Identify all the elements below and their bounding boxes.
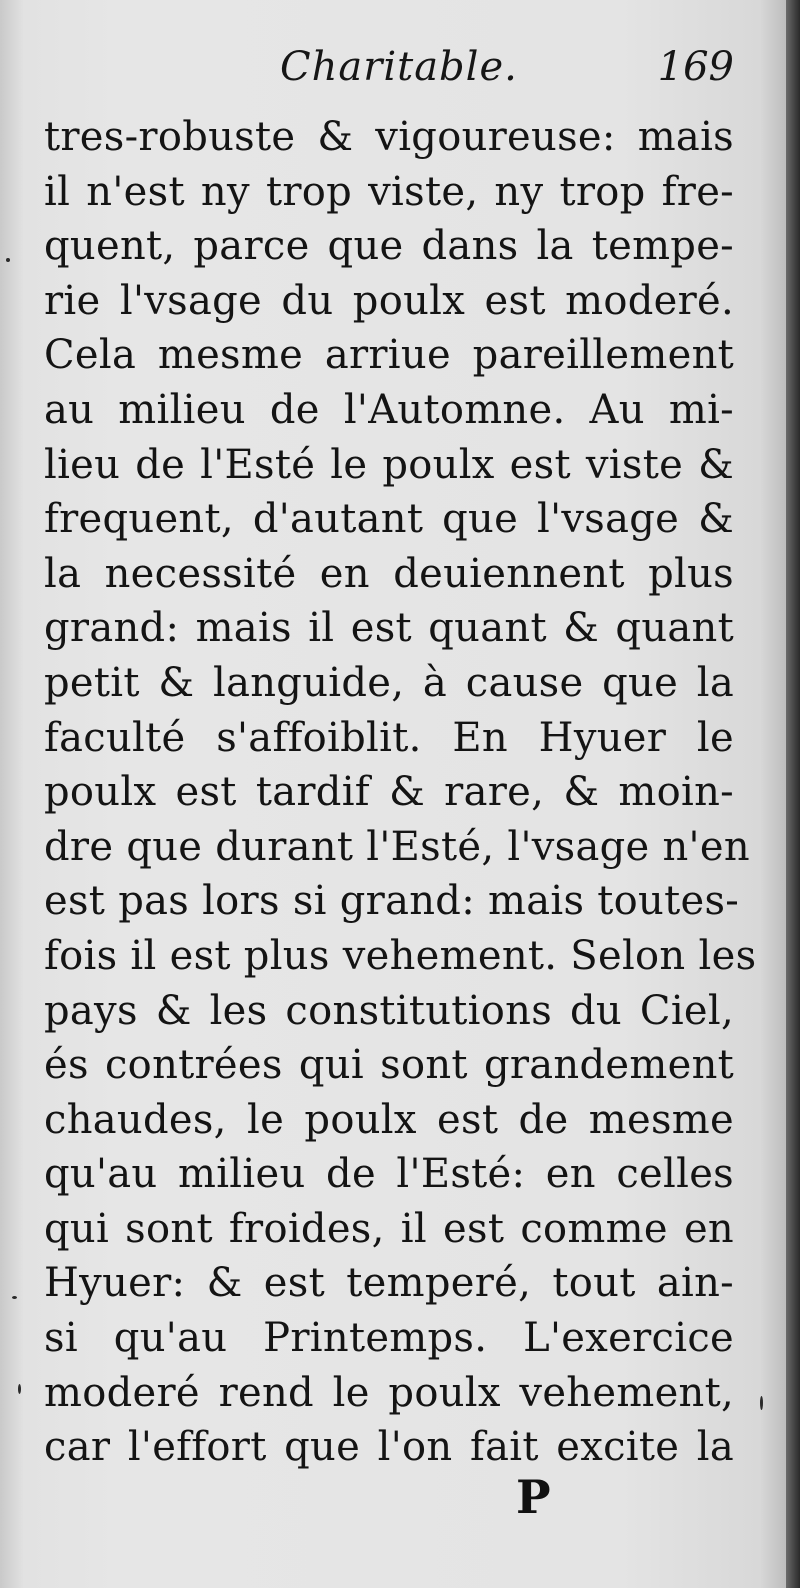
text-line: au milieu de l'Automne. Au mi- [44, 386, 734, 433]
text-line: frequent, d'autant que l'vsage & [44, 496, 734, 543]
text-line: il n'est ny trop viste, ny trop fre- [44, 168, 734, 215]
page-header [44, 44, 734, 108]
text-line: poulx est tardif & rare, & moin- [44, 769, 734, 816]
text-line: si qu'au Printemps. L'exercice [44, 1315, 734, 1362]
text-line: dre que durant l'Esté, l'vsage n'en [44, 823, 750, 870]
ink-speck [6, 258, 10, 262]
text-line: rie l'vsage du poulx est moderé. [44, 277, 734, 324]
body-text [44, 110, 757, 1475]
text-line: tres-robuste & vigoureuse: mais [44, 114, 734, 160]
text-line: grand: mais il est quant & quant [44, 605, 734, 652]
text-line: la necessité en deuiennent plus [44, 550, 734, 597]
text-line: est pas lors si grand: mais toutes- [44, 878, 740, 925]
page-number: 169 [657, 44, 734, 90]
text-line: petit & languide, à cause que la [44, 659, 734, 706]
text-line: car l'effort que l'on fait excite la [44, 1424, 734, 1471]
text-line: Cela mesme arriue pareillement [44, 332, 734, 379]
page-edge-shadow [786, 0, 800, 1588]
signature-mark: P [516, 1470, 551, 1524]
ink-speck [12, 1296, 17, 1299]
text-line: faculté s'affoiblit. En Hyuer le [44, 714, 734, 761]
ink-speck [760, 1396, 763, 1410]
text-line: quent, parce que dans la tempe- [44, 223, 734, 270]
running-head: Charitable. [280, 44, 518, 90]
text-line: lieu de l'Esté le poulx est viste & [44, 441, 734, 488]
text-line: chaudes, le poulx est de mesme [44, 1096, 734, 1143]
text-line: Hyuer: & est temperé, tout ain- [44, 1260, 734, 1307]
text-line: qui sont froides, il est comme en [44, 1205, 734, 1252]
text-line: fois il est plus vehement. Selon les [44, 932, 757, 979]
text-line: moderé rend le poulx vehement, [44, 1369, 734, 1416]
ink-speck [18, 1384, 21, 1394]
text-line: és contrées qui sont grandement [44, 1042, 734, 1089]
text-line: pays & les constitutions du Ciel, [44, 987, 734, 1034]
text-line: qu'au milieu de l'Esté: en celles [44, 1151, 734, 1198]
